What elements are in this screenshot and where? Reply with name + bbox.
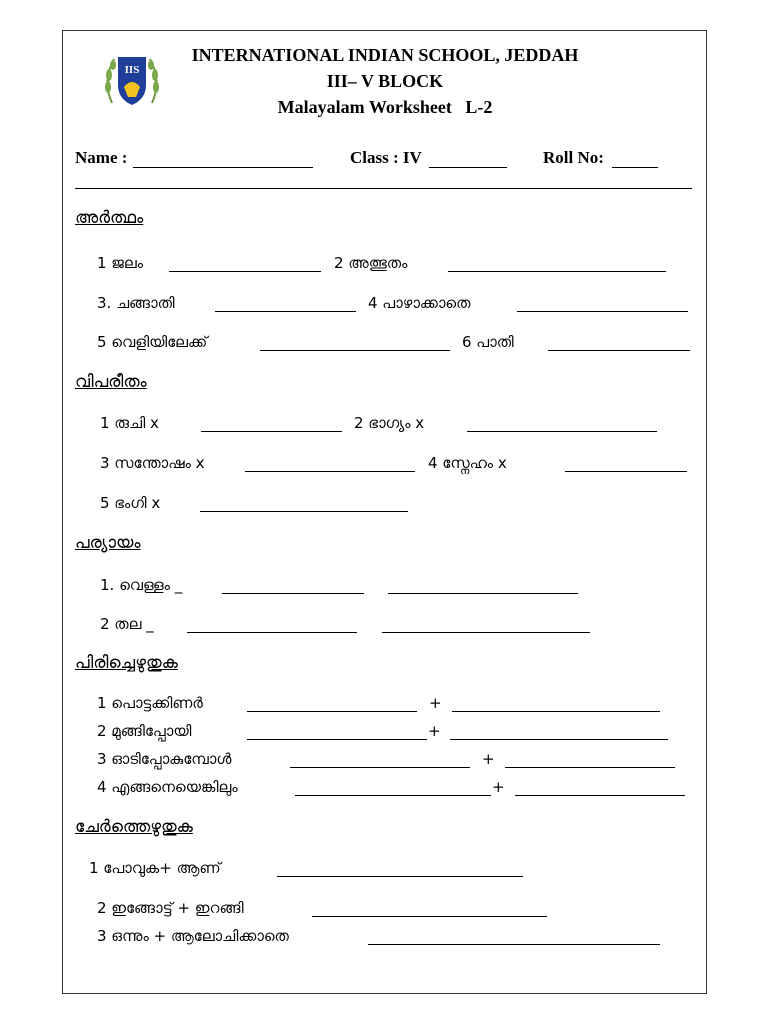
school-logo — [100, 47, 164, 113]
answer-blank[interactable] — [448, 271, 666, 272]
name-label: Name : — [75, 148, 128, 167]
answer-blank[interactable] — [295, 795, 491, 796]
answer-blank[interactable] — [452, 711, 660, 712]
worksheet-title: Malayalam Worksheet L-2 — [277, 97, 493, 117]
answer-blank[interactable] — [187, 632, 357, 633]
meaning-item: 5 വെളിയിലേക്ക് — [97, 333, 208, 351]
class-field[interactable] — [429, 167, 507, 168]
answer-blank[interactable] — [450, 739, 668, 740]
section-title-split: പിരിച്ചെഴുതുക — [75, 653, 178, 673]
svg-text:IIS: IIS — [124, 64, 140, 76]
synonym-item: 1. വെള്ളം _ — [100, 576, 183, 594]
answer-blank[interactable] — [200, 511, 408, 512]
roll-label: Roll No: — [543, 148, 604, 167]
join-item: 1 പോവുക+ ആണ് — [89, 859, 221, 877]
answer-blank[interactable] — [368, 944, 660, 945]
plus-sign: + — [482, 750, 495, 768]
meaning-item: 2 അത്ഭുതം — [334, 254, 408, 272]
split-item: 3 ഓടിപ്പോകുമ്പോൾ — [97, 750, 232, 768]
opposite-item: 3 സന്തോഷം x — [100, 454, 205, 472]
answer-blank[interactable] — [467, 431, 657, 432]
synonym-item: 2 തല _ — [100, 615, 154, 633]
section-title-meaning: അർത്ഥം — [75, 208, 144, 228]
answer-blank[interactable] — [201, 431, 342, 432]
answer-blank[interactable] — [169, 271, 321, 272]
divider-line — [75, 188, 692, 189]
answer-blank[interactable] — [222, 593, 364, 594]
answer-blank[interactable] — [245, 471, 415, 472]
opposite-item: 2 ഭാഗ്യം x — [354, 414, 425, 432]
block-name: III– V BLOCK — [326, 71, 444, 91]
answer-blank[interactable] — [247, 711, 417, 712]
answer-blank[interactable] — [215, 311, 356, 312]
answer-blank[interactable] — [260, 350, 450, 351]
answer-blank[interactable] — [388, 593, 578, 594]
meaning-item: 6 പാതി — [462, 333, 514, 351]
class-label: Class : IV — [350, 148, 422, 167]
split-item: 4 എങ്ങനെയെങ്കിലും — [97, 778, 238, 796]
answer-blank[interactable] — [247, 739, 427, 740]
section-title-join: ചേർത്തെഴുതുക — [75, 817, 193, 837]
answer-blank[interactable] — [277, 876, 523, 877]
school-name: INTERNATIONAL INDIAN SCHOOL, JEDDAH — [191, 45, 579, 65]
join-item: 3 ഒന്നും + ആലോചിക്കാതെ — [97, 927, 289, 945]
meaning-item: 3. ചങ്ങാതി — [97, 294, 175, 312]
meaning-item: 4 പാഴാക്കാതെ — [368, 294, 471, 312]
section-title-synonym: പര്യായം — [75, 533, 141, 553]
section-title-opposite: വിപരീതം — [75, 372, 147, 392]
answer-blank[interactable] — [382, 632, 590, 633]
answer-blank[interactable] — [505, 767, 675, 768]
split-item: 1 പൊട്ടക്കിണർ — [97, 694, 203, 712]
join-item: 2 ഇങ്ങോട്ട് + ഇറങ്ങി — [97, 899, 244, 917]
worksheet-border — [62, 30, 707, 994]
answer-blank[interactable] — [548, 350, 690, 351]
opposite-item: 5 ഭംഗി x — [100, 494, 161, 512]
plus-sign: + — [429, 694, 442, 712]
answer-blank[interactable] — [517, 311, 688, 312]
answer-blank[interactable] — [515, 795, 685, 796]
plus-sign: + — [492, 778, 505, 796]
split-item: 2 മുങ്ങിപ്പോയി — [97, 722, 192, 740]
answer-blank[interactable] — [565, 471, 687, 472]
plus-sign: + — [428, 722, 441, 740]
name-field[interactable] — [133, 167, 313, 168]
roll-field[interactable] — [612, 167, 658, 168]
opposite-item: 4 സ്നേഹം x — [428, 454, 507, 472]
meaning-item: 1 ജലം — [97, 254, 144, 272]
opposite-item: 1 രുചി x — [100, 414, 159, 432]
answer-blank[interactable] — [312, 916, 547, 917]
answer-blank[interactable] — [290, 767, 470, 768]
